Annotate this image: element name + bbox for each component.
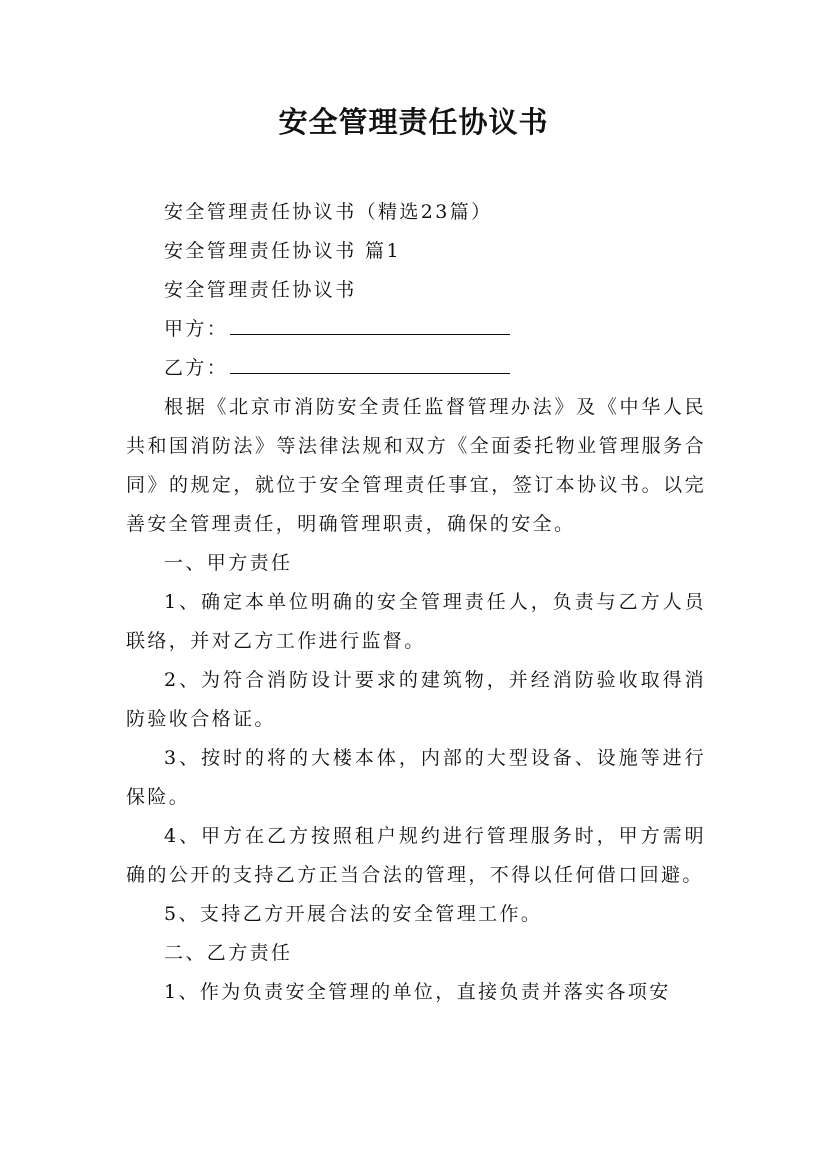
party-a-blank-field[interactable] bbox=[230, 312, 510, 335]
party-a-item: 5、支持乙方开展合法的安全管理工作。 bbox=[164, 903, 543, 925]
doc-heading: 安全管理责任协议书 bbox=[164, 279, 357, 301]
collection-subtitle: 安全管理责任协议书（精选23篇） bbox=[164, 201, 493, 223]
party-a-line bbox=[126, 310, 706, 349]
document-title: 安全管理责任协议书 bbox=[278, 105, 549, 139]
party-b-line bbox=[126, 349, 706, 388]
part-two-heading: 二、乙方责任 bbox=[164, 942, 293, 964]
document-body bbox=[126, 193, 706, 1012]
party-b-label: 乙方： bbox=[164, 357, 229, 379]
part-one-heading: 一、甲方责任 bbox=[164, 552, 293, 574]
section-heading: 安全管理责任协议书 篇1 bbox=[164, 240, 401, 262]
party-a-item: 4、甲方在乙方按照租户规约进行管理服务时，甲方需明确的公开的支持乙方正当合法的管理，不得以任何借口回避。 bbox=[126, 825, 706, 886]
party-a-item: 1、确定本单位明确的安全管理责任人，负责与乙方人员联络，并对乙方工作进行监督。 bbox=[126, 591, 706, 652]
party-b-item: 1、作为负责安全管理的单位，直接负责并落实各项安 bbox=[164, 981, 671, 1003]
party-a-item: 3、按时的将的大楼本体，内部的大型设备、设施等进行保险。 bbox=[126, 747, 706, 808]
party-a-item: 2、为符合消防设计要求的建筑物，并经消防验收取得消防验收合格证。 bbox=[126, 669, 706, 730]
intro-paragraph: 根据《北京市消防安全责任监督管理办法》及《中华人民共和国消防法》等法律法规和双方《全面委托物业管理服务合同》的规定，就位于安全管理责任事宜，签订本协议书。以完善安全管理责任，明确管理职责，确保的安全。 bbox=[126, 396, 706, 535]
party-a-label: 甲方： bbox=[164, 318, 229, 340]
party-b-blank-field[interactable] bbox=[230, 351, 510, 374]
